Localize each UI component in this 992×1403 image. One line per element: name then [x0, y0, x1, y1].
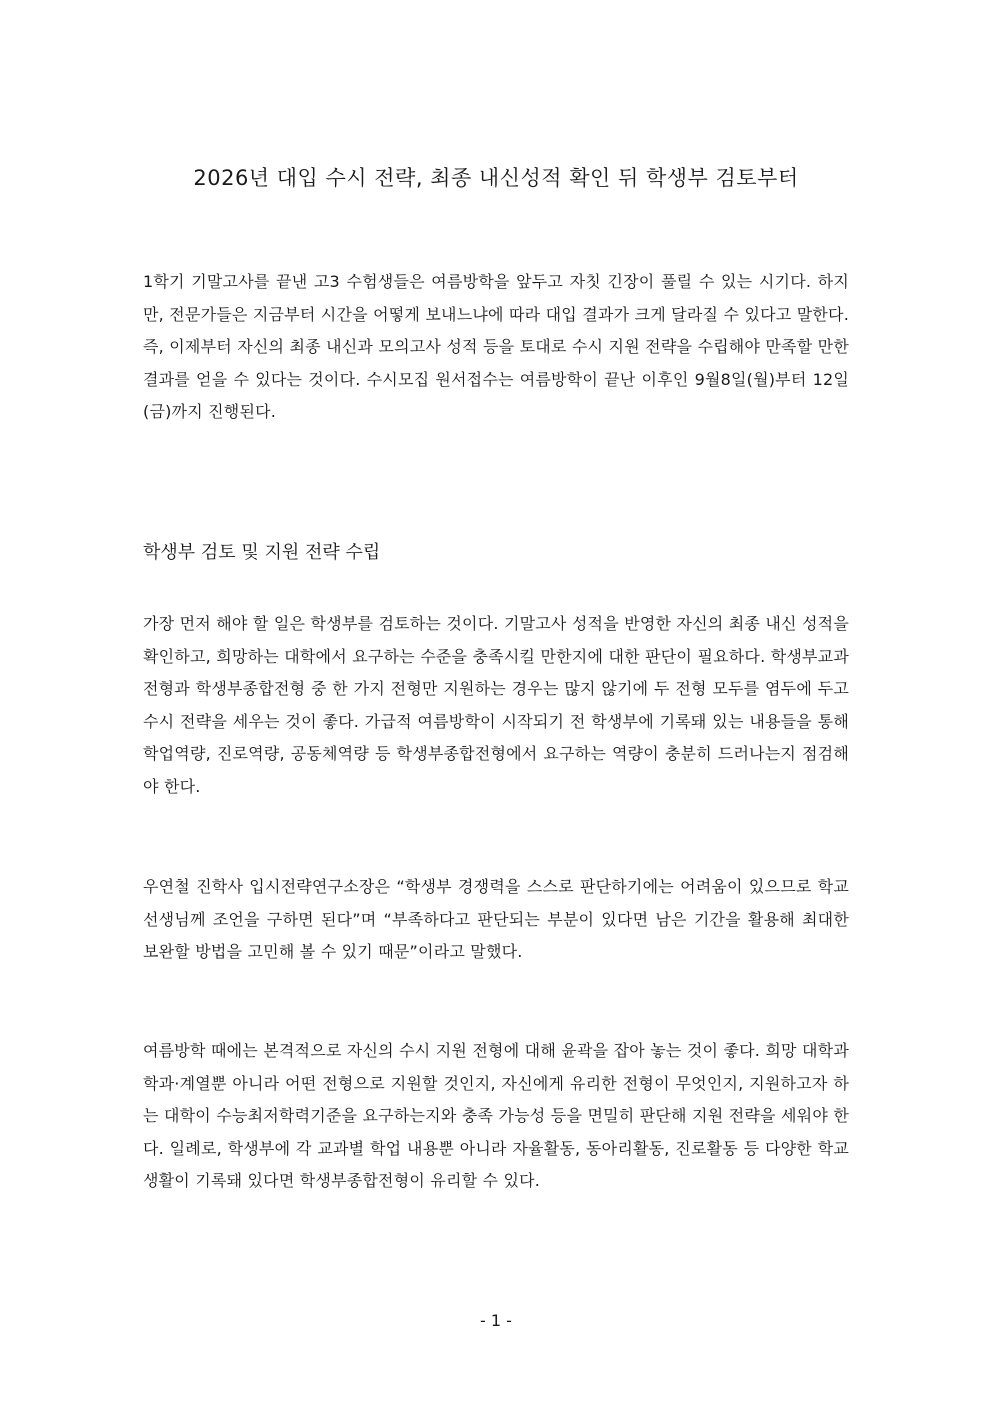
- page-number: - 1 -: [480, 1311, 512, 1330]
- section-heading: 학생부 검토 및 지원 전략 수립: [143, 542, 381, 563]
- intro-paragraph: 1학기 기말고사를 끝낸 고3 수험생들은 여름방학을 앞두고 자칫 긴장이 풀릴 수 있는 시기다. 하지만, 전문가들은 지금부터 시간을 어떻게 보내느냐에 따라 대입 결과가 크게 달라질 수 있다고 말한다. 즉, 이제부터 자신의 최종 내신과 모의고사 성적 등을 토대로 수시 지원 전략을 수립해야 만족할 만한 결과를 얻을 수 있다는 것이다. 수시모집 원서접수는 여름방학이 끝난 이후인 9월8일(월)부터 12일(금)까지 진행된다.: [143, 272, 849, 422]
- document-title: 2026년 대입 수시 전략, 최종 내신성적 확인 뒤 학생부 검토부터: [193, 166, 799, 190]
- body-paragraph: 우연철 진학사 입시전략연구소장은 “학생부 경쟁력을 스스로 판단하기에는 어려움이 있으므로 학교 선생님께 조언을 구하면 된다”며 “부족하다고 판단되는 부분이 있다면 남은 기간을 활용해 최대한 보완할 방법을 고민해 볼 수 있기 때문”이라고 말했다.: [143, 877, 849, 962]
- body-paragraph: 여름방학 때에는 본격적으로 자신의 수시 지원 전형에 대해 윤곽을 잡아 놓는 것이 좋다. 희망 대학과 학과·계열뿐 아니라 어떤 전형으로 지원할 것인지, 자신에게 유리한 전형이 무엇인지, 지원하고자 하는 대학이 수능최저학력기준을 요구하는지와 충족 가능성 등을 면밀히 판단해 지원 전략을 세워야 한다. 일례로, 학생부에 각 교과별 학업 내용뿐 아니라 자율활동, 동아리활동, 진로활동 등 다양한 학교생활이 기록돼 있다면 학생부종합전형이 유리할 수 있다.: [143, 1041, 849, 1191]
- body-paragraph: 가장 먼저 해야 할 일은 학생부를 검토하는 것이다. 기말고사 성적을 반영한 자신의 최종 내신 성적을 확인하고, 희망하는 대학에서 요구하는 수준을 충족시킬 만한지에 대한 판단이 필요하다. 학생부교과전형과 학생부종합전형 중 한 가지 전형만 지원하는 경우는 많지 않기에 두 전형 모두를 염두에 두고 수시 전략을 세우는 것이 좋다. 가급적 여름방학이 시작되기 전 학생부에 기록돼 있는 내용들을 통해 학업역량, 진로역량, 공동체역량 등 학생부종합전형에서 요구하는 역량이 충분히 드러나는지 점검해야 한다.: [143, 614, 849, 796]
